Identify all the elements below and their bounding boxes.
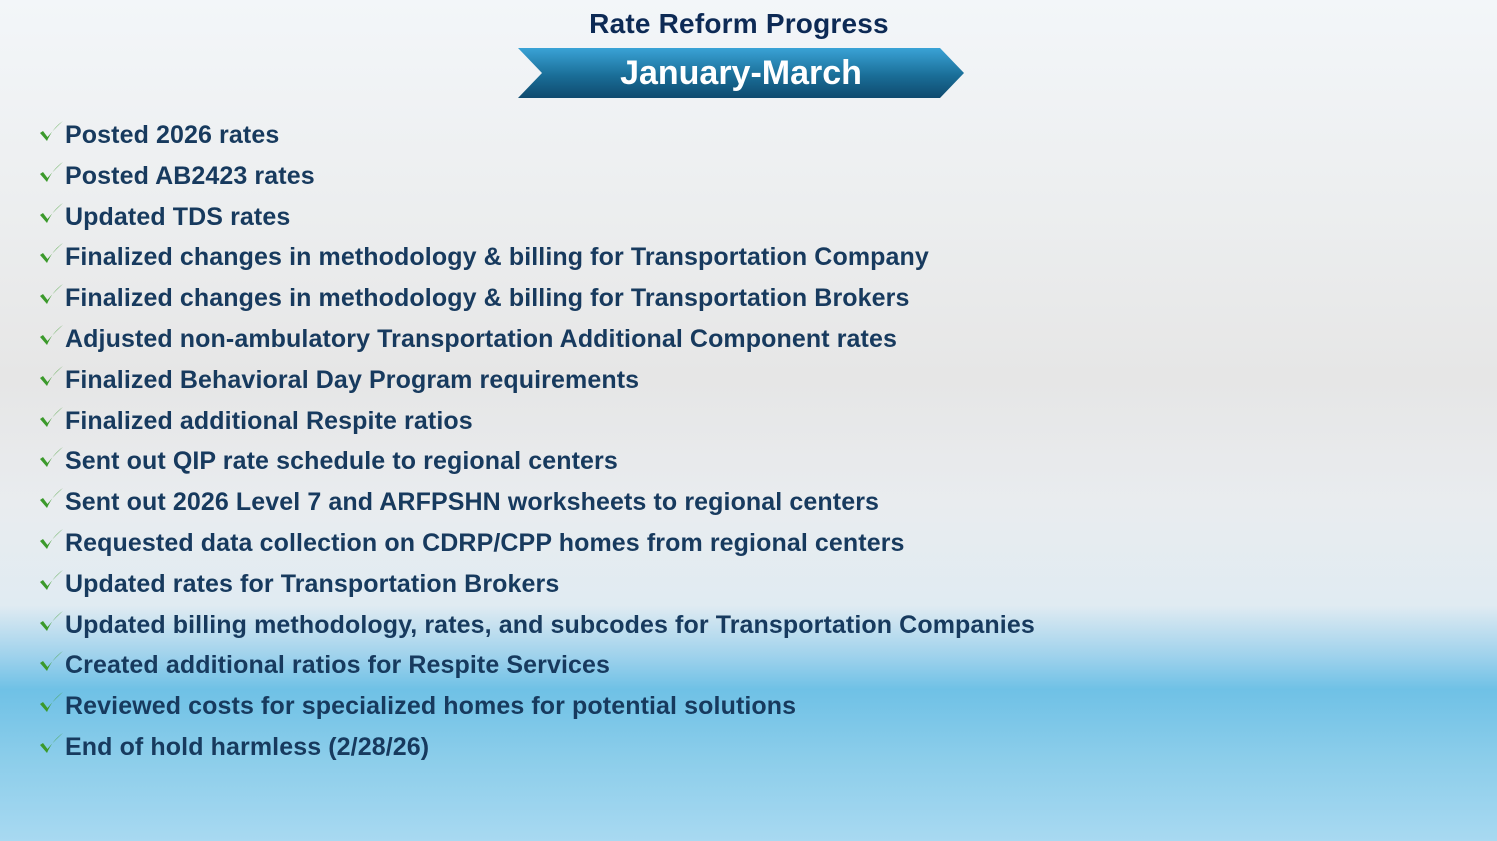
list-item (38, 607, 1035, 648)
checkmark-icon (38, 364, 65, 391)
checkmark-icon (38, 527, 65, 554)
checkmark-icon (38, 241, 65, 268)
checkmark-icon (38, 609, 65, 636)
list-item (38, 403, 1035, 444)
checkmark-icon (38, 649, 65, 676)
list-item-label: Reviewed costs for specialized homes for potential solutions (65, 692, 797, 721)
list-item (38, 525, 1035, 566)
list-item-label: Posted AB2423 rates (65, 161, 315, 190)
period-banner (518, 48, 964, 98)
list-item (38, 647, 1035, 688)
list-item (38, 199, 1035, 240)
list-item (38, 443, 1035, 484)
list-item (38, 688, 1035, 729)
list-item-label: Requested data collection on CDRP/CPP homes from regional centers (65, 528, 905, 557)
checkmark-icon (38, 282, 65, 309)
checkmark-icon (38, 160, 65, 187)
list-item-label: Finalized changes in methodology & billing for Transportation Brokers (65, 284, 910, 313)
list-item (38, 280, 1035, 321)
checkmark-icon (38, 119, 65, 146)
list-item-label: Created additional ratios for Respite Services (65, 651, 611, 680)
list-item (38, 239, 1035, 280)
checkmark-icon (38, 405, 65, 432)
list-item-label: Adjusted non-ambulatory Transportation Additional Component rates (65, 324, 897, 353)
progress-list (38, 117, 1035, 770)
checkmark-icon (38, 445, 65, 472)
list-item (38, 729, 1035, 770)
page-title: Rate Reform Progress (589, 8, 889, 39)
list-item-label: Sent out QIP rate schedule to regional centers (65, 447, 618, 476)
list-item-label: End of hold harmless (2/28/26) (65, 732, 430, 761)
list-item-label: Updated billing methodology, rates, and subcodes for Transportation Companies (65, 610, 1035, 639)
list-item-label: Finalized changes in methodology & billing for Transportation Company (65, 243, 929, 272)
checkmark-icon (38, 568, 65, 595)
checkmark-icon (38, 323, 65, 350)
checkmark-icon (38, 201, 65, 228)
checkmark-icon (38, 731, 65, 758)
list-item-label: Updated TDS rates (65, 202, 291, 231)
list-item-label: Updated rates for Transportation Brokers (65, 569, 560, 598)
list-item-label: Finalized Behavioral Day Program requirements (65, 365, 640, 394)
list-item-label: Finalized additional Respite ratios (65, 406, 473, 435)
list-item (38, 321, 1035, 362)
list-item (38, 158, 1035, 199)
list-item (38, 484, 1035, 525)
banner-label: January-March (620, 54, 862, 92)
list-item (38, 117, 1035, 158)
list-item-label: Posted 2026 rates (65, 121, 280, 149)
checkmark-icon (38, 486, 65, 513)
list-item-label: Sent out 2026 Level 7 and ARFPSHN worksheets to regional centers (65, 488, 880, 517)
checkmark-icon (38, 690, 65, 717)
list-item (38, 362, 1035, 403)
list-item (38, 566, 1035, 607)
